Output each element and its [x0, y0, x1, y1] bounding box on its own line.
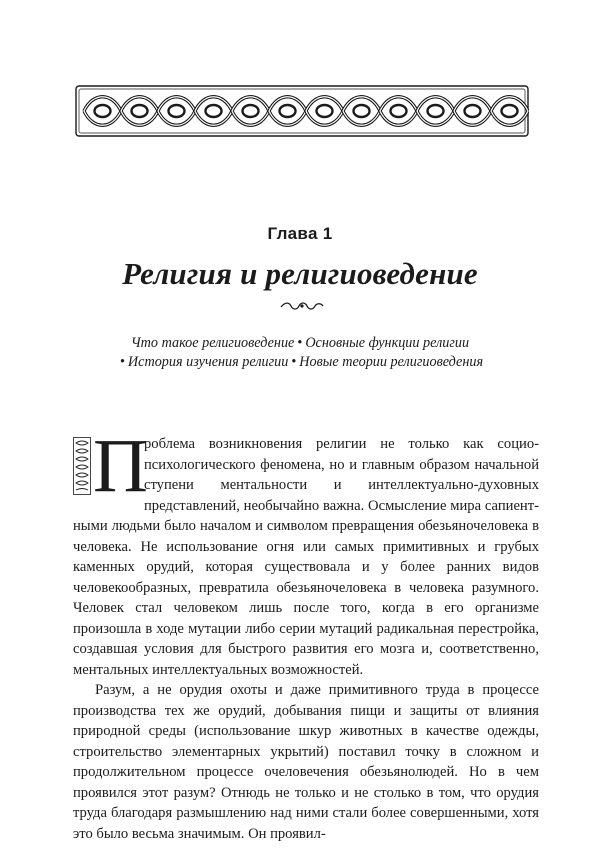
topics-line-2 [70, 353, 530, 372]
drop-cap [73, 424, 148, 508]
topic-item: Новые теории религиоведения [299, 354, 484, 370]
chapter-label: Глава 1 [267, 224, 333, 243]
topics-line-1 [70, 334, 530, 353]
drop-cap-letter: П [93, 424, 148, 508]
celtic-knot-border-icon [75, 85, 529, 137]
topic-item: История изучения религии [127, 354, 289, 370]
topic-item: Основные функции религии [305, 335, 470, 351]
paragraph-1 [73, 424, 539, 680]
body-text [73, 424, 539, 844]
drop-cap-ornament-icon [73, 437, 91, 495]
paragraph-1-text: роблема возникновения религии не только как социопсихологического феномена, но и главным образом начальной ступени ментальности и интеллектуально-духовных представлений, необычайно важна. Осмысление мира сапиентными людьми было началом и символом превращения обезьяночеловека в человека. Не использование огня или самых примитивных и грубых каменных орудий, которая существовала и у более ранних видов человекообразных, превратила обезьяночеловека в человека разумного. Человек стал человеком лишь после того, когда в его организме произошла в ходе мутации либо серии мутаций радикальная перестройка, создавшая условия для быстрого развития его мозга и, соответственно, ментальных интеллектуальных возможностей. [73, 436, 539, 678]
topic-separator: • [297, 335, 303, 351]
topic-separator: • [119, 354, 125, 370]
chapter-title: Религия и религиоведение [122, 256, 478, 291]
chapter-topics [70, 334, 530, 372]
topic-separator: • [291, 354, 297, 370]
topic-item: Что такое религиоведение [130, 335, 295, 351]
paragraph-2: Разум, а не орудия охоты и даже примитивного труда в процессе производства тех же орудий, добывания пищи и защиты от влияния природной среды (использование шкур животных в качестве одежды, строительство элементарных укрытий) поставил точку в сложном и продолжительном процессе очеловечения обезьянолюдей. Но в чем проявился этот разум? Отнюдь не только и не столько в том, что орудия труда благодаря размышлению над ними стали более совершенными, хотя это было весьма значимым. Он проявил- [73, 682, 539, 842]
scroll-flourish-icon [279, 298, 325, 314]
